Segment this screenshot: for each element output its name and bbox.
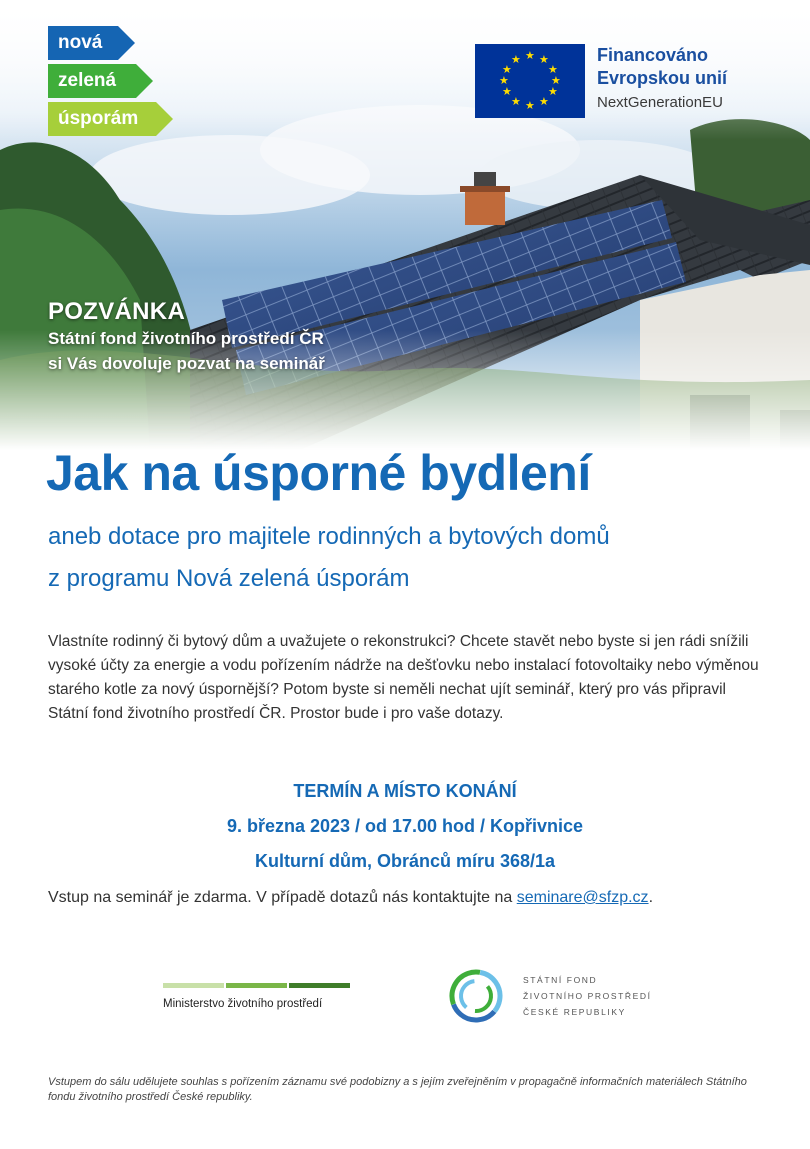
invitation-heading: POZVÁNKA	[48, 298, 186, 325]
eu-flag-icon: ★ ★ ★ ★ ★ ★ ★ ★ ★ ★ ★ ★	[475, 44, 585, 118]
ministry-logo-bars	[163, 983, 350, 988]
invitation-block	[48, 298, 325, 376]
eu-text-line1: Financováno	[597, 45, 709, 65]
disclaimer: Vstupem do sálu udělujete souhlas s pořízením záznamu své podobizny a s jejím zveřejněním v propagačně informačních materiálech Státního fondu životního prostředí České republiky.	[48, 1076, 747, 1103]
sfzp-text-line1: STÁTNÍ FOND	[523, 975, 598, 985]
invitation-line1: Státní fond životního prostředí ČR	[48, 329, 324, 348]
eu-funding-logo	[475, 44, 727, 118]
nzu-logo	[48, 26, 156, 140]
sfzp-circle-icon	[449, 969, 503, 1023]
sfzp-text-line3: ČESKÉ REPUBLIKY	[523, 1007, 626, 1017]
invitation-line2: si Vás dovoluje pozvat na seminář	[48, 354, 325, 373]
sfzp-text-line2: ŽIVOTNÍHO PROSTŘEDÍ	[523, 991, 652, 1001]
event-venue: Kulturní dům, Obránců míru 368/1a	[254, 851, 556, 871]
event-info	[0, 774, 810, 879]
hero-image	[0, 0, 810, 450]
page-title: Jak na úsporné bydlení	[46, 445, 591, 501]
subtitle-line1: aneb dotace pro majitele rodinných a bytových domů	[48, 523, 610, 550]
contact-text: Vstup na seminář je zdarma. V případě dotazů nás kontaktujte na	[48, 889, 517, 906]
brand-tag-nova: nová	[48, 26, 118, 60]
event-datetime: 9. března 2023 / od 17.00 hod / Kopřivnice	[226, 816, 584, 836]
ministry-logo	[163, 983, 350, 1010]
eu-text-line2: Evropskou unií	[597, 68, 728, 88]
brand-tag-usporam: úsporám	[48, 102, 156, 136]
sfzp-logo	[449, 969, 652, 1023]
contact-email-link[interactable]: seminare@sfzp.cz	[516, 889, 649, 906]
contact-suffix: .	[648, 889, 654, 906]
page-subtitle	[48, 516, 610, 600]
eu-text-line3: NextGenerationEU	[597, 94, 723, 111]
body-paragraph: Vlastníte rodinný či bytový dům a uvažujete o rekonstrukci? Chcete stavět nebo byste si jen rádi snížili vysoké účty za energie a vodu pořízením nádrže na dešťovku nebo instalací fotovoltaiky nebo výměnou starého kotle za nový úspornější? Potom byste si neměli nechat ujít seminář, který pro vás připravil Státní fond životního prostředí ČR. Prostor bude i pro vaše dotazy.	[48, 633, 759, 722]
contact-line	[48, 889, 653, 907]
brand-tag-zelena: zelená	[48, 64, 136, 98]
ministry-name: Ministerstvo životního prostředí	[163, 998, 323, 1010]
event-heading: TERMÍN A MÍSTO KONÁNÍ	[293, 781, 517, 801]
subtitle-line2: z programu Nová zelená úsporám	[48, 565, 410, 592]
